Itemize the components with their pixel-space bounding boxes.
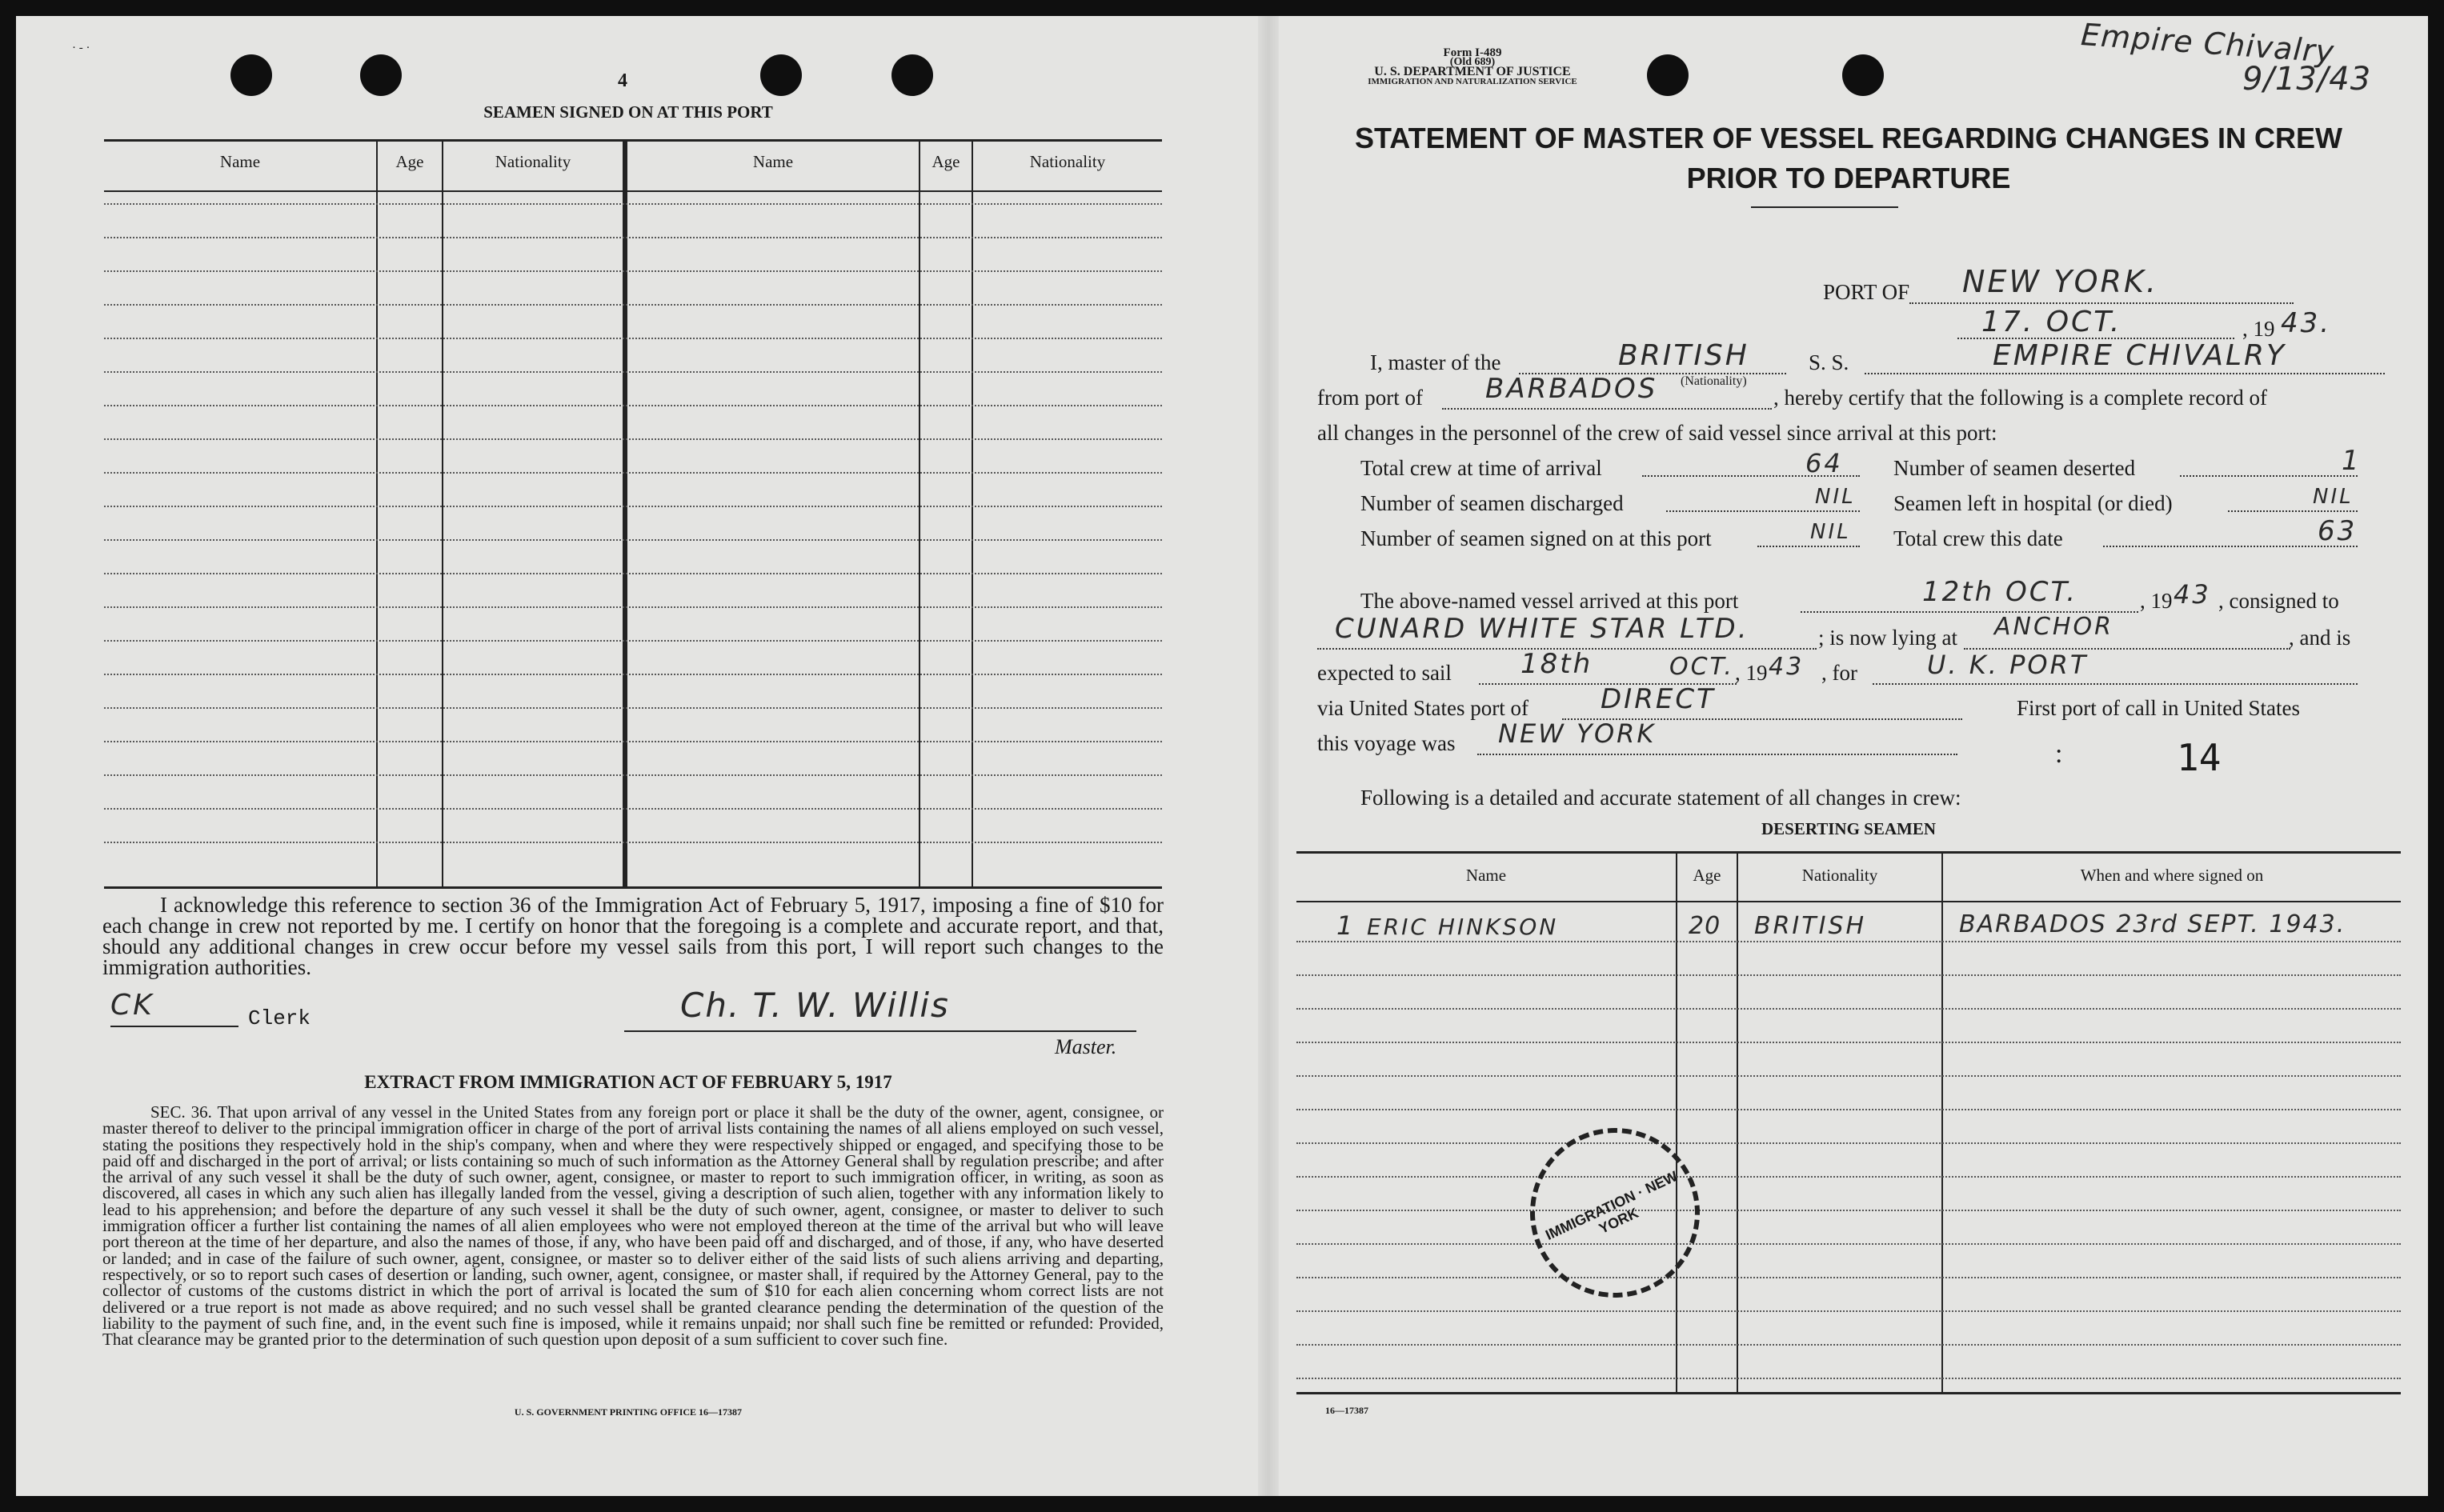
page-fold <box>1258 16 1279 1496</box>
table-row <box>1296 1378 2401 1379</box>
table-row <box>104 808 1162 810</box>
arrival-label: Total crew at time of arrival <box>1360 456 1602 480</box>
lying-value: ANCHOR <box>1994 613 2113 641</box>
following-text: Following is a detailed and accurate statement of all changes in crew: <box>1360 786 1961 810</box>
arrived-value: 12th OCT. <box>1922 576 2077 608</box>
extract-text: SEC. 36. That upon arrival of any vessel in the United States from any foreign port or place it shall be the duty of the owner, agent, consignee, or master thereof to deliver to the principal immigration officer in charge of the port of arrival lists containing the names of all aliens employed on such vessel, stating the positions they respectively hold in the ship's company, when and where they were respectively shipped or engaged, and specifying those to be paid off and discharged in the port of arrival; or lists containing so much of such information as the Attorney General shall by regulation prescribe; and after the arrival of any such vessel it shall be the duty of such owner, agent, consignee, or master to report to such immigration officer, in writing, as soon as discovered, all cases in which any such alien has illegally landed from the vessel, giving a description of such alien, together with any information likely to lead to his apprehension; and before the departure of any such vessel it shall be the duty of such owner, agent, consignee, or master to deliver to such immigration officer a further list containing the names of all alien employees who were not employed thereon at the time of the arrival but who will leave port thereon at the time of her departure, and also the names of those, if any, who have been paid off and discharged, and of those, if any, who have deserted or landed; and in case of the failure of such owner, agent, consignee, or master so to deliver either of the said lists of such aliens arriving and departing, respectively, or so to report such cases of desertion or landing, such owner, agent, consignee, or master shall, if required by the Attorney General, pay to the collector of customs of the customs district in which the port of arrival is located the sum of $10 for each alien concerning whom correct lists are not delivered or a true report is not made as above required; and no such vessel shall be granted clearance pending the determination of the question of the liability to the payment of such fine, and, in the event such fine is imposed, while it remains unpaid; nor shall such fine be remitted or refunded: Provided, That clearance may be granted prior to the determination of such question upon deposit of a sum sufficient to cover such fine. <box>102 1102 1164 1350</box>
for-label: , for <box>1821 661 1857 685</box>
punch-hole <box>1842 54 1884 96</box>
master-signature-line <box>624 1030 1136 1032</box>
table-row <box>1296 1042 2401 1043</box>
desert-header-nationality: Nationality <box>1801 866 1878 885</box>
table-row <box>104 371 1162 373</box>
title-line-1: STATEMENT OF MASTER OF VESSEL REGARDING CHANGES IN CREW <box>1354 122 2343 154</box>
table-row <box>1296 1344 2401 1346</box>
form-header <box>1296 48 1649 86</box>
desert-table-top <box>1296 851 2401 854</box>
vessel-value: EMPIRE CHIVALRY <box>1993 339 2287 372</box>
table-row <box>1296 941 2401 942</box>
for-value: U. K. PORT <box>1927 650 2089 680</box>
table-row <box>104 707 1162 709</box>
deserter-name: ERIC HINKSON <box>1367 914 1559 940</box>
punch-hole <box>891 54 933 96</box>
from-port-line <box>1442 408 1772 410</box>
table-row <box>1296 1008 2401 1010</box>
certify-text: , hereby certify that the following is a complete record of <box>1773 386 2268 410</box>
desert-header-age: Age <box>1693 866 1721 885</box>
signed-leader <box>1757 546 1860 547</box>
table-row <box>1296 1310 2401 1312</box>
col-header-age: Age <box>932 152 960 171</box>
deserter-number: 1 <box>1336 910 1356 941</box>
discharged-value: NIL <box>1815 485 1856 509</box>
deserter-nationality: BRITISH <box>1754 912 1867 940</box>
arrived-year-value: 43 <box>2174 579 2211 610</box>
hospital-value: NIL <box>2313 485 2354 509</box>
punch-hole <box>760 54 802 96</box>
table-row <box>104 606 1162 608</box>
table-row <box>104 203 1162 205</box>
total-value: 63 <box>2318 515 2358 547</box>
title-line-2: PRIOR TO DEPARTURE <box>1686 162 2011 194</box>
table-row <box>1296 1109 2401 1110</box>
arrived-label: The above-named vessel arrived at this port <box>1360 589 1739 613</box>
sail-month: OCT. <box>1669 653 1734 681</box>
lying-label: ; is now lying at <box>1818 626 1957 650</box>
total-label: Total crew this date <box>1893 526 2063 550</box>
stamp-text: IMMIGRATION · NEW YORK <box>1543 1167 1681 1243</box>
table-row <box>104 573 1162 574</box>
table-row <box>104 741 1162 742</box>
table-row <box>1296 1243 2401 1245</box>
col-header-age: Age <box>395 152 424 171</box>
table-row <box>1296 1142 2401 1144</box>
header-scribble: · - · <box>72 42 90 54</box>
col-header-nationality: Nationality <box>1029 152 1106 171</box>
date-value: 17. OCT. <box>1981 306 2122 338</box>
desert-table-bottom <box>1296 1392 2401 1394</box>
form-title <box>1296 118 2401 198</box>
old-form-number: (Old 689) <box>1449 56 1496 68</box>
from-port-label: from port of <box>1317 386 1423 410</box>
section-title: SEAMEN SIGNED ON AT THIS PORT <box>483 102 773 122</box>
nationality-caption: (Nationality) <box>1681 374 1747 388</box>
and-is-label: , and is <box>2289 626 2351 650</box>
punch-hole <box>1647 54 1689 96</box>
table-row <box>104 640 1162 642</box>
table-row <box>104 338 1162 339</box>
signed-label: Number of seamen signed on at this port <box>1360 526 1712 550</box>
for-line <box>1873 683 2358 685</box>
arrival-value: 64 <box>1805 448 1843 478</box>
extract-title: EXTRACT FROM IMMIGRATION ACT OF FEBRUARY 5, 1917 <box>364 1072 892 1092</box>
table-row <box>104 842 1162 843</box>
service: IMMIGRATION AND NATURALIZATION SERVICE <box>1368 77 1577 86</box>
voyage-label: this voyage was <box>1317 731 1456 755</box>
discharged-leader <box>1666 510 1860 512</box>
corner-date: 9/13/43 <box>2242 61 2372 98</box>
certify-text-2: all changes in the personnel of the crew of said vessel since arrival at this port: <box>1317 421 1997 445</box>
table-row <box>104 438 1162 440</box>
sail-day: 18th <box>1520 648 1593 680</box>
sail-year-label: , 19 <box>1735 661 1768 685</box>
desert-table-header-rule <box>1296 901 2401 902</box>
clerk-initials: CK <box>110 989 154 1022</box>
immigration-stamp <box>1502 1100 1728 1326</box>
master-label: Master. <box>1055 1035 1117 1058</box>
deserter-age: 20 <box>1689 912 1721 940</box>
consigned-label: , consigned to <box>2218 589 2339 613</box>
deserter-signed-on: BARBADOS 23rd SEPT. 1943. <box>1959 910 2346 938</box>
year-value: 43. <box>2281 307 2332 339</box>
bottom-code: 16—17387 <box>1325 1405 1368 1416</box>
first-port-label: First port of call in United States <box>2017 696 2300 720</box>
table-row <box>104 472 1162 474</box>
via-value: DIRECT <box>1601 683 1716 715</box>
consignee-value: CUNARD WHITE STAR LTD. <box>1335 613 1749 645</box>
deserted-label: Number of seamen deserted <box>1893 456 2136 480</box>
via-label: via United States port of <box>1317 696 1529 720</box>
master-of-label: I, master of the <box>1370 350 1501 374</box>
vessel-line <box>1865 373 2385 374</box>
table-row <box>104 405 1162 406</box>
clerk-label: Clerk <box>248 1006 311 1030</box>
voyage-line <box>1477 754 1957 755</box>
year-prefix: , 19 <box>2242 317 2275 341</box>
voyage-value: NEW YORK <box>1498 718 1657 749</box>
department: U. S. DEPARTMENT OF JUSTICE <box>1374 65 1571 78</box>
port-of-label: PORT OF <box>1823 280 1910 304</box>
deserting-title: DESERTING SEAMEN <box>1761 819 1937 838</box>
table-top-rule <box>104 139 1162 142</box>
title-underline <box>1751 206 1898 208</box>
expected-label: expected to sail <box>1317 661 1452 685</box>
table-row <box>104 304 1162 306</box>
clerk-signature-line <box>110 1026 238 1027</box>
table-row <box>1296 1277 2401 1278</box>
table-row <box>104 506 1162 507</box>
signed-value: NIL <box>1810 520 1851 544</box>
deserted-value: 1 <box>2342 445 2362 477</box>
desert-header-name: Name <box>1465 866 1507 885</box>
hospital-label: Seamen left in hospital (or died) <box>1893 491 2173 515</box>
col-header-name: Name <box>752 152 794 171</box>
discharged-label: Number of seamen discharged <box>1360 491 1624 515</box>
printer-line: U. S. GOVERNMENT PRINTING OFFICE 16—17387 <box>514 1406 743 1418</box>
arrived-year-label: , 19 <box>2140 589 2173 613</box>
table-row <box>1296 1210 2401 1211</box>
port-of-line <box>1909 302 2294 304</box>
acknowledgement-text: I acknowledge this reference to section 36 of the Immigration Act of February 5, 1917, imposing a fine of $10 for each change in crew not reported by me. I certify on honor that the foregoing is a complete and accurate report, and that, should any additional changes in crew occur before my vessel sails from this port, I will report such changes to the immigration authorities. <box>102 893 1164 979</box>
from-port-value: BARBADOS <box>1485 373 1658 405</box>
deserted-leader <box>2180 475 2358 477</box>
master-signature: Ch. T. W. Willis <box>680 986 950 1025</box>
table-row <box>1296 974 2401 976</box>
desert-header-signed-on: When and where signed on <box>2080 866 2264 885</box>
punch-hole <box>230 54 272 96</box>
table-row <box>1296 1176 2401 1178</box>
col-header-name: Name <box>219 152 261 171</box>
table-bottom-rule <box>104 886 1162 889</box>
table-row <box>1296 1075 2401 1077</box>
corner-note: Empire Chivalry <box>2079 16 2336 70</box>
col-header-nationality: Nationality <box>495 152 571 171</box>
table-header-rule <box>104 190 1162 192</box>
table-row <box>104 270 1162 272</box>
table-row <box>104 539 1162 541</box>
table-row <box>104 774 1162 776</box>
page-number: 4 <box>618 70 627 91</box>
sail-year: 43 <box>1769 653 1805 681</box>
port-of-value: NEW YORK. <box>1962 264 2158 299</box>
stamp-number: 14 <box>2177 736 2222 779</box>
form-number: Form I-489 <box>1443 46 1502 59</box>
table-row <box>104 674 1162 675</box>
document-sheet <box>16 16 2428 1496</box>
punch-hole <box>360 54 402 96</box>
hospital-leader <box>2228 510 2358 512</box>
ss-label: S. S. <box>1809 350 1849 374</box>
table-row <box>104 237 1162 238</box>
stray-mark: : <box>2055 739 2063 769</box>
nationality-value: BRITISH <box>1618 339 1749 372</box>
